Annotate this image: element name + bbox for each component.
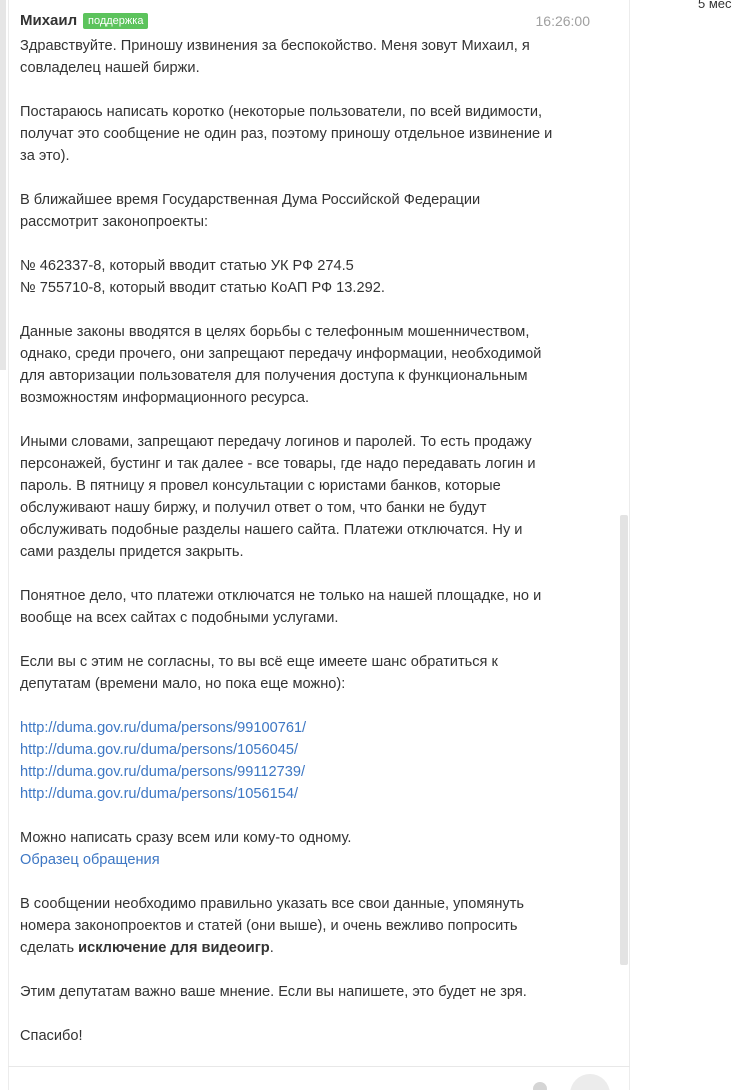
paragraph-apology: [20, 101, 592, 167]
deputy-link[interactable]: http://duma.gov.ru/duma/persons/99112739/: [20, 764, 306, 780]
text-line: Постараюсь написать коротко (некоторые пользователи, по всей видимости,: [20, 104, 543, 120]
text-line: В ближайшее время Государственная Дума Российской Федерации: [20, 192, 481, 208]
text-line: Иными словами, запрещают передачу логинов и паролей. То есть продажу: [20, 434, 532, 450]
paragraph-laws: [20, 321, 592, 409]
text-line: Понятное дело, что платежи отключатся не только на нашей площадке, но и: [20, 588, 542, 604]
text-line: номера законопроектов и статей (они выше), и очень вежливо попросить: [20, 918, 518, 934]
text-line: получат это сообщение не один раз, поэтому приношу отдельное извинение и: [20, 126, 553, 142]
bottom-icon[interactable]: [533, 1082, 547, 1090]
paragraph-links: [20, 717, 592, 805]
text-line: рассмотрит законопроекты:: [20, 214, 209, 230]
paragraph-importance: [20, 981, 592, 1003]
text-line: возможностям информационного ресурса.: [20, 390, 310, 406]
text-line: Спасибо!: [20, 1028, 83, 1044]
deputy-link[interactable]: http://duma.gov.ru/duma/persons/1056154/: [20, 786, 299, 802]
paragraph-write: [20, 827, 592, 871]
divider: [8, 1066, 630, 1067]
paragraph-logins: [20, 431, 592, 563]
message-body: [20, 35, 592, 1047]
text-line: персонажей, бустинг и так далее - все товары, где надо передавать логин и: [20, 456, 536, 472]
author-name[interactable]: Михаил: [20, 12, 78, 29]
text-line: для авторизации пользователя для получения доступа к функциональным: [20, 368, 528, 384]
paragraph-bills: [20, 255, 592, 299]
text-line: вообще на всех сайтах с подобными услугами.: [20, 610, 339, 626]
support-badge: поддержка: [83, 13, 148, 29]
text-line: .: [269, 940, 274, 956]
message-header: [20, 12, 590, 32]
paragraph-thanks: [20, 1025, 592, 1047]
paragraph-instructions: [20, 893, 592, 959]
side-timestamp: 5 мес: [698, 0, 732, 11]
text-line: Данные законы вводятся в целях борьбы с телефонным мошенничеством,: [20, 324, 530, 340]
text-line: пароль. В пятницу я провел консультации с юристами банков, которые: [20, 478, 501, 494]
text-line: № 462337-8, который вводит статью УК РФ 274.5: [20, 258, 354, 274]
text-line: обслуживать подобные разделы нашего сайта. Платежи отключатся. Ну и: [20, 522, 523, 538]
deputy-link[interactable]: http://duma.gov.ru/duma/persons/1056045/: [20, 742, 299, 758]
template-link[interactable]: Образец обращения: [20, 852, 160, 868]
paragraph-greeting: [20, 35, 592, 79]
text-line: совладелец нашей биржи.: [20, 60, 200, 76]
text-line: № 755710-8, который вводит статью КоАП РФ 13.292.: [20, 280, 385, 296]
scrollbar-thumb[interactable]: [620, 515, 628, 965]
paragraph-duma: [20, 189, 592, 233]
text-line: обслуживают нашу биржу, и получил ответ о том, что банки не будут: [20, 500, 487, 516]
paragraph-deputies: [20, 651, 592, 695]
text-line: Если вы с этим не согласны, то вы всё еще имеете шанс обратиться к: [20, 654, 498, 670]
text-line: депутатам (времени мало, но пока еще можно):: [20, 676, 346, 692]
text-line: сами разделы придется закрыть.: [20, 544, 244, 560]
text-line: Можно написать сразу всем или кому-то одному.: [20, 830, 352, 846]
deputy-link[interactable]: http://duma.gov.ru/duma/persons/99100761/: [20, 720, 307, 736]
text-line: Этим депутатам важно ваше мнение. Если вы напишете, это будет не зря.: [20, 984, 527, 1000]
left-panel-edge: [0, 0, 6, 370]
text-line: сделать: [20, 940, 79, 956]
paragraph-payments: [20, 585, 592, 629]
text-line: однако, среди прочего, они запрещают передачу информации, необходимой: [20, 346, 542, 362]
message-time: 16:26:00: [535, 13, 590, 29]
text-line: В сообщении необходимо правильно указать все свои данные, упомянуть: [20, 896, 524, 912]
text-line: Здравствуйте. Приношу извинения за беспокойство. Меня зовут Михаил, я: [20, 38, 530, 54]
text-line: за это).: [20, 148, 70, 164]
bold-exception-text: исключение для видеоигр: [78, 940, 270, 956]
